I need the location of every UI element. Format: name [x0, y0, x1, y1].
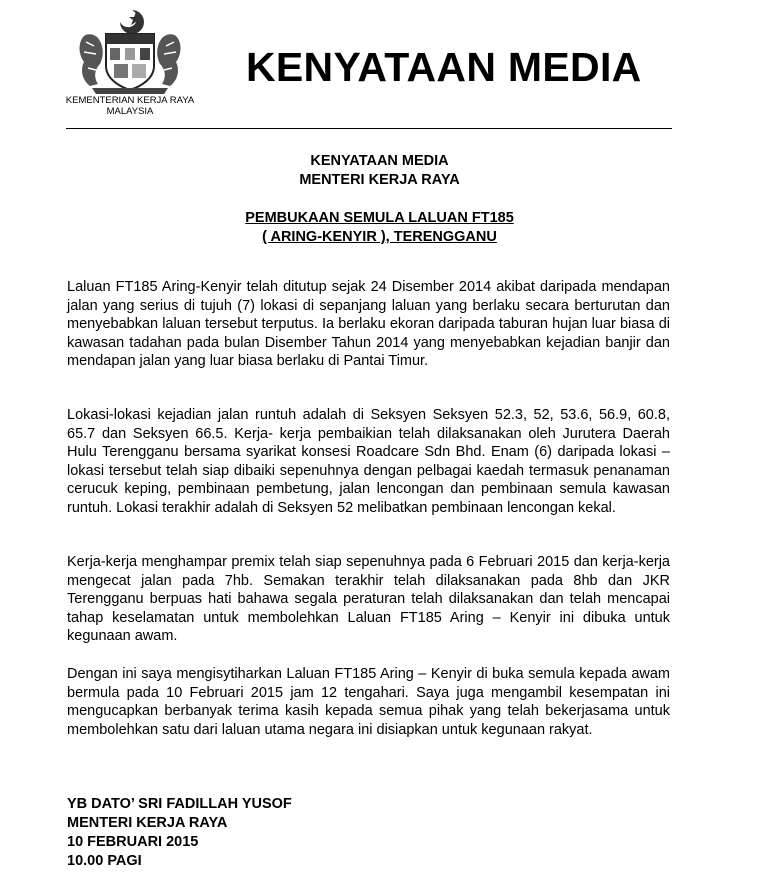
header-divider [66, 128, 672, 129]
subject-line-2: ( ARING-KENYIR ), TERENGGANU [262, 229, 497, 245]
paragraph-3: Kerja-kerja menghampar premix telah siap sepenuhnya pada 6 Februari 2015 dan kerja-kerja mengecat jalan pada 7hb. Semakan terakhir telah dilaksanakan pada 8hb dan JKR Terengganu berpuas hati bahawa segala peraturan telah dilaksanakan dan telah mencapai tahap keselamatan untuk membolehkan Laluan FT185 Aring – Kenyir ini dibuka untuk kegunaan awam. [67, 554, 670, 644]
signatory-title: MENTERI KERJA RAYA [67, 815, 228, 831]
document-title: KENYATAAN MEDIA [246, 44, 642, 90]
statement-type: KENYATAAN MEDIA [310, 153, 449, 169]
ministry-country: MALAYSIA [106, 106, 154, 117]
paragraph-2: Lokasi-lokasi kejadian jalan runtuh adalah di Seksyen Seksyen 52.3, 52, 53.6, 56.9, 60.8, 65.7 dan Seksyen 66.5. Kerja- kerja pembaikian telah dilaksanakan oleh Jurutera Daerah Hulu Terengganu bersama syarikat konsesi Roadcare Sdn Bhd. Enam (6) daripada lokasi – lokasi tersebut telah siap dibaiki sepenuhnya dengan pelbagai kaedah termasuk penanaman cerucuk keping, pembinaan pembetung, jalan lencongan dan pembinaan semula kawasan runtuh. Lokasi terakhir adalah di Seksyen 52 melibatkan pembinaan lencongan kekal. [67, 407, 670, 516]
ministry-name: KEMENTERIAN KERJA RAYA [65, 95, 195, 106]
subject-line-1: PEMBUKAAN SEMULA LALUAN FT185 [245, 210, 514, 226]
signatory-name: YB DATO’ SRI FADILLAH YUSOF [67, 796, 292, 812]
statement-time: 10.00 PAGI [67, 853, 142, 869]
statement-issuer: MENTERI KERJA RAYA [299, 172, 460, 188]
signature-block [67, 795, 292, 871]
statement-date: 10 FEBRUARI 2015 [67, 834, 199, 850]
coat-of-arms-icon [70, 8, 190, 94]
paragraph-1: Laluan FT185 Aring-Kenyir telah ditutup sejak 24 Disember 2014 akibat daripada mendapan jalan yang serius di tujuh (7) lokasi di sepanjang laluan yang berlaku secara berturutan dan menyebabkan laluan tersebut terputus. Ia berlaku ekoran daripada taburan hujan luar biasa di kawasan tadahan pada bulan Disember Tahun 2014 yang menyebabkan kejadian banjir dan mendapan jalan yang luar biasa berlaku di Pantai Timur. [67, 279, 670, 369]
statement-subject [0, 209, 759, 247]
paragraph-4: Dengan ini saya mengisytiharkan Laluan FT185 Aring – Kenyir di buka semula kepada awam bermula pada 10 Februari 2015 jam 12 tengahari. Saya juga mengambil kesempatan ini mengucapkan berbanyak terima kasih kepada semua pihak yang telah bekerjasama untuk membolehkan satu dari laluan utama negara ini disiapkan untuk kegunaan rakyat. [67, 666, 670, 738]
statement-heading [0, 152, 759, 190]
ministry-crest [64, 8, 196, 120]
